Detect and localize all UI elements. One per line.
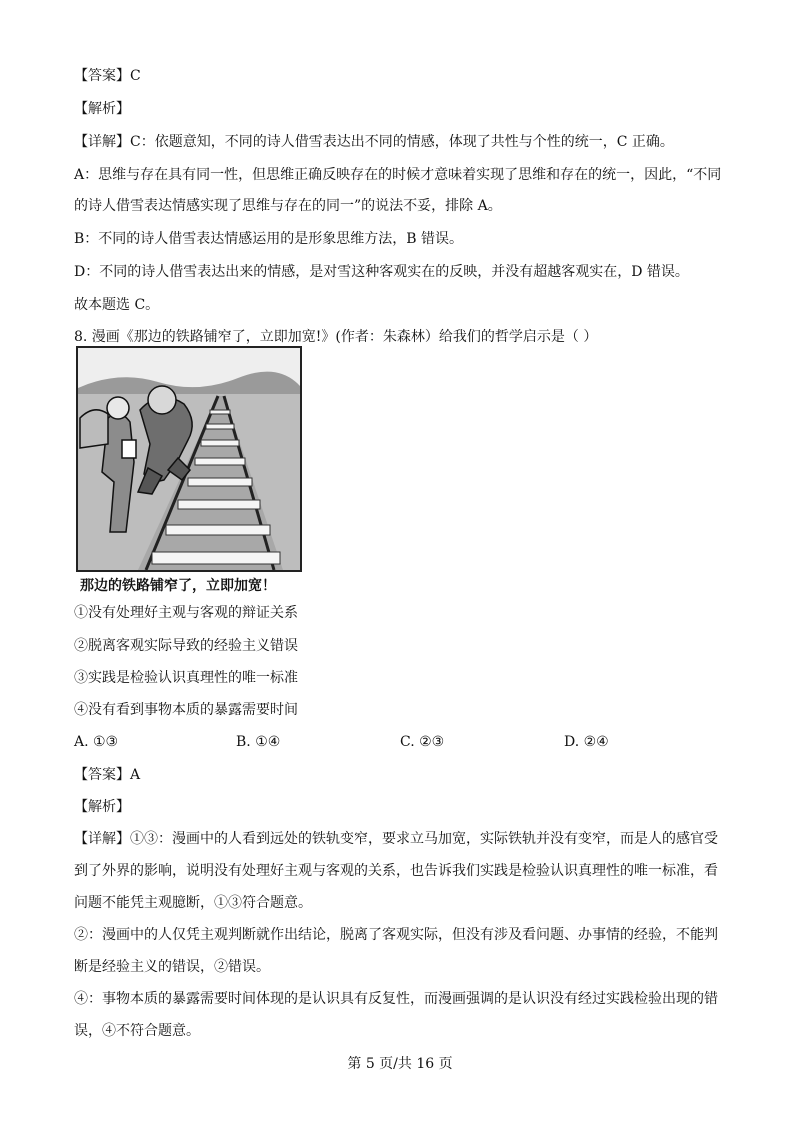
q7-conclusion: 故本题选 C。 xyxy=(74,297,160,313)
q8-statement-2: ②脱离客观实际导致的经验主义错误 xyxy=(74,638,298,654)
page-footer: 第 5 页/共 16 页 xyxy=(347,1056,453,1072)
q7-option-a-line1: A：思维与存在具有同一性，但思维正确反映存在的时候才意味着实现了思维和存在的统一，因此，“不同 xyxy=(74,167,722,183)
q7-detail: 【详解】C：依题意知，不同的诗人借雪表达出不同的情感，体现了共性与个性的统一，C 正确。 xyxy=(74,134,674,150)
q8-detail-line2: 到了外界的影响，说明没有处理好主观与客观的关系，也告诉我们实践是检验认识真理性的唯一标准，看 xyxy=(74,863,718,879)
q8-stem: 8. 漫画《那边的铁路铺窄了，立即加宽!》(作者：朱森林）给我们的哲学启示是（ ） xyxy=(74,329,598,345)
cartoon-caption: 那边的铁路铺窄了，立即加宽！ xyxy=(80,578,276,594)
q8-point4-line1: ④：事物本质的暴露需要时间体现的是认识具有反复性，而漫画强调的是认识没有经过实践检验出现的错 xyxy=(74,991,718,1007)
q7-analysis-label: 【解析】 xyxy=(74,101,130,117)
q8-statement-3: ③实践是检验认识真理性的唯一标准 xyxy=(74,670,298,686)
q8-detail-line3: 问题不能凭主观臆断，①③符合题意。 xyxy=(74,895,312,911)
q8-statement-1: ①没有处理好主观与客观的辩证关系 xyxy=(74,605,298,621)
q8-analysis-label: 【解析】 xyxy=(74,799,130,815)
q8-statement-4: ④没有看到事物本质的暴露需要时间 xyxy=(74,702,298,718)
q8-option-c: C. ②③ xyxy=(400,734,445,750)
q8-option-d: D. ②④ xyxy=(564,734,609,750)
railroad-cartoon-illustration xyxy=(78,348,300,570)
q8-point2-line1: ②：漫画中的人仅凭主观判断就作出结论，脱离了客观实际，但没有涉及看问题、办事情的经验，不能判 xyxy=(74,927,718,943)
railroad-cartoon xyxy=(76,346,302,572)
q8-answer: 【答案】A xyxy=(74,767,141,783)
q8-detail-line1: 【详解】①③：漫画中的人看到远处的铁轨变窄，要求立马加宽，实际铁轨并没有变窄，而是人的感官受 xyxy=(74,831,718,847)
q8-point2-line2: 断是经验主义的错误，②错误。 xyxy=(74,959,270,975)
q7-option-d: D：不同的诗人借雪表达出来的情感，是对雪这种客观实在的反映，并没有超越客观实在，D 错误。 xyxy=(74,264,689,280)
q8-point4-line2: 误，④不符合题意。 xyxy=(74,1023,200,1039)
q7-option-a-line2: 的诗人借雪表达情感实现了思维与存在的同一”的说法不妥，排除 A。 xyxy=(74,198,502,214)
q7-option-b: B：不同的诗人借雪表达情感运用的是形象思维方法，B 错误。 xyxy=(74,231,464,247)
q7-answer: 【答案】C xyxy=(74,68,141,84)
q8-option-a: A. ①③ xyxy=(74,734,119,750)
q8-option-b: B. ①④ xyxy=(236,734,281,750)
